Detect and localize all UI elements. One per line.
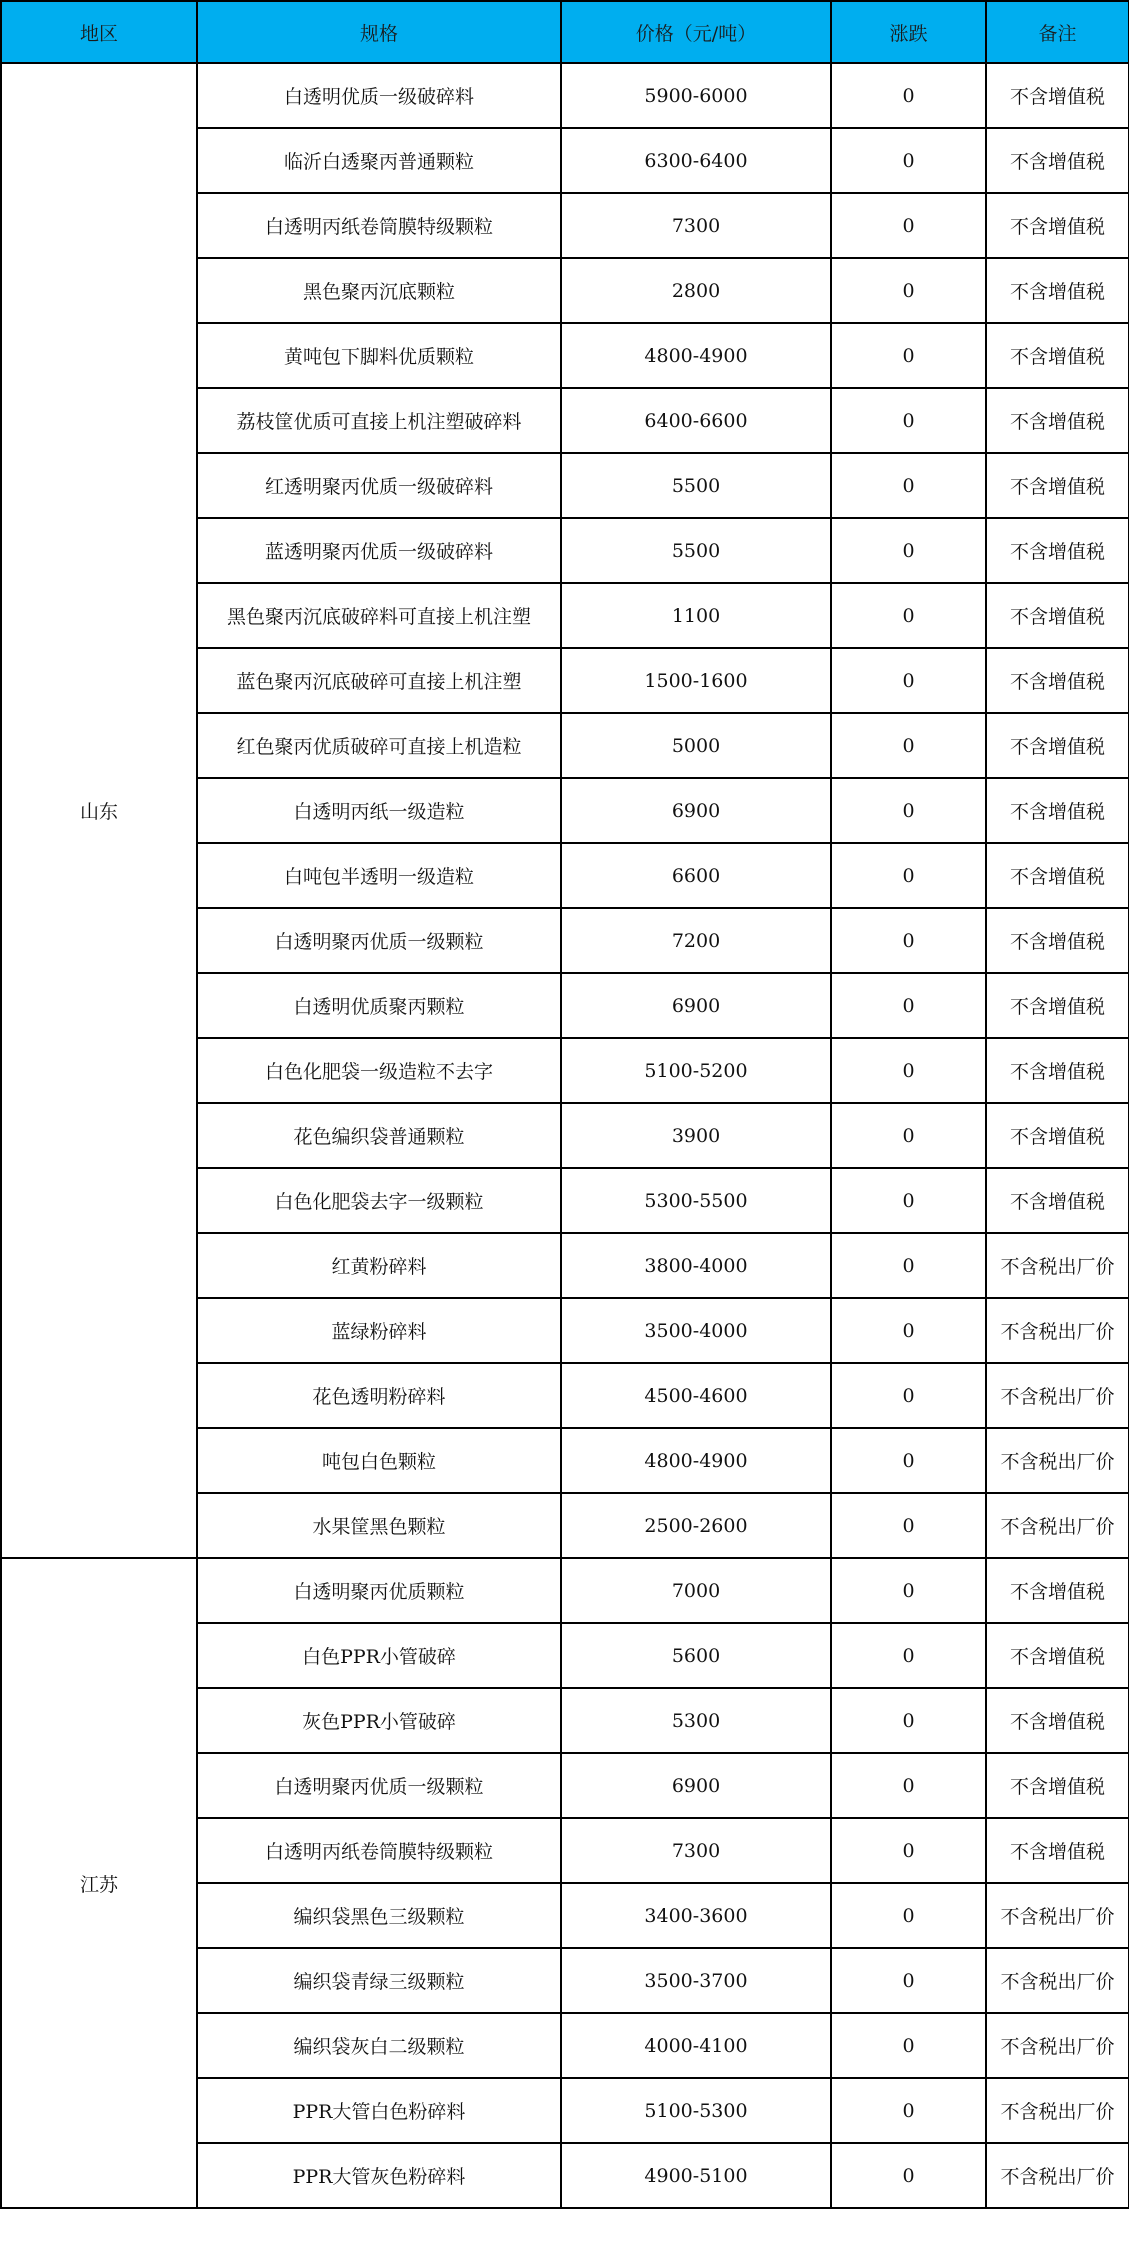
price-cell: 7200 — [561, 908, 831, 973]
note-cell: 不含增值税 — [986, 453, 1129, 518]
change-cell: 0 — [831, 63, 986, 128]
header-region: 地区 — [1, 1, 197, 63]
note-cell: 不含税出厂价 — [986, 2013, 1129, 2078]
header-price: 价格（元/吨） — [561, 1, 831, 63]
header-change: 涨跌 — [831, 1, 986, 63]
note-cell: 不含增值税 — [986, 518, 1129, 583]
price-cell: 3500-4000 — [561, 1298, 831, 1363]
price-cell: 6900 — [561, 973, 831, 1038]
header-row — [1, 1, 1129, 63]
note-cell: 不含增值税 — [986, 1038, 1129, 1103]
change-cell: 0 — [831, 2013, 986, 2078]
spec-cell: 编织袋灰白二级颗粒 — [197, 2013, 561, 2078]
price-cell: 4900-5100 — [561, 2143, 831, 2208]
change-cell: 0 — [831, 778, 986, 843]
change-cell: 0 — [831, 1818, 986, 1883]
spec-cell: 白色化肥袋一级造粒不去字 — [197, 1038, 561, 1103]
note-cell: 不含税出厂价 — [986, 1363, 1129, 1428]
table-row — [1, 1558, 1129, 1623]
note-cell: 不含增值税 — [986, 323, 1129, 388]
spec-cell: 水果筐黑色颗粒 — [197, 1493, 561, 1558]
spec-cell: 白透明聚丙优质一级颗粒 — [197, 908, 561, 973]
change-cell: 0 — [831, 973, 986, 1038]
note-cell: 不含税出厂价 — [986, 2143, 1129, 2208]
price-cell: 6400-6600 — [561, 388, 831, 453]
header-note: 备注 — [986, 1, 1129, 63]
spec-cell: 红黄粉碎料 — [197, 1233, 561, 1298]
price-cell: 4000-4100 — [561, 2013, 831, 2078]
note-cell: 不含增值税 — [986, 63, 1129, 128]
spec-cell: 临沂白透聚丙普通颗粒 — [197, 128, 561, 193]
price-cell: 5500 — [561, 453, 831, 518]
price-cell: 1500-1600 — [561, 648, 831, 713]
note-cell: 不含税出厂价 — [986, 1428, 1129, 1493]
spec-cell: 编织袋黑色三级颗粒 — [197, 1883, 561, 1948]
note-cell: 不含增值税 — [986, 1623, 1129, 1688]
note-cell: 不含增值税 — [986, 713, 1129, 778]
change-cell: 0 — [831, 1688, 986, 1753]
price-cell: 6900 — [561, 778, 831, 843]
spec-cell: 白透明丙纸卷筒膜特级颗粒 — [197, 1818, 561, 1883]
spec-cell: 白透明聚丙优质颗粒 — [197, 1558, 561, 1623]
spec-cell: 红色聚丙优质破碎可直接上机造粒 — [197, 713, 561, 778]
spec-cell: 白透明丙纸卷筒膜特级颗粒 — [197, 193, 561, 258]
note-cell: 不含增值税 — [986, 128, 1129, 193]
change-cell: 0 — [831, 128, 986, 193]
spec-cell: 蓝绿粉碎料 — [197, 1298, 561, 1363]
table-body — [1, 63, 1129, 2208]
price-cell: 5000 — [561, 713, 831, 778]
price-cell: 5300 — [561, 1688, 831, 1753]
change-cell: 0 — [831, 2078, 986, 2143]
price-cell: 5100-5200 — [561, 1038, 831, 1103]
price-cell: 5600 — [561, 1623, 831, 1688]
change-cell: 0 — [831, 713, 986, 778]
region-cell: 江苏 — [1, 1558, 197, 2208]
note-cell: 不含增值税 — [986, 648, 1129, 713]
spec-cell: 白色化肥袋去字一级颗粒 — [197, 1168, 561, 1233]
change-cell: 0 — [831, 1168, 986, 1233]
spec-cell: 白透明优质一级破碎料 — [197, 63, 561, 128]
price-cell: 6900 — [561, 1753, 831, 1818]
spec-cell: 白透明优质聚丙颗粒 — [197, 973, 561, 1038]
spec-cell: PPR大管灰色粉碎料 — [197, 2143, 561, 2208]
change-cell: 0 — [831, 583, 986, 648]
price-cell: 2500-2600 — [561, 1493, 831, 1558]
note-cell: 不含税出厂价 — [986, 1493, 1129, 1558]
spec-cell: 编织袋青绿三级颗粒 — [197, 1948, 561, 2013]
price-cell: 1100 — [561, 583, 831, 648]
price-cell: 6600 — [561, 843, 831, 908]
spec-cell: 吨包白色颗粒 — [197, 1428, 561, 1493]
change-cell: 0 — [831, 258, 986, 323]
spec-cell: 花色透明粉碎料 — [197, 1363, 561, 1428]
change-cell: 0 — [831, 1883, 986, 1948]
spec-cell: 荔枝筐优质可直接上机注塑破碎料 — [197, 388, 561, 453]
spec-cell: 黑色聚丙沉底颗粒 — [197, 258, 561, 323]
note-cell: 不含增值税 — [986, 1818, 1129, 1883]
change-cell: 0 — [831, 1363, 986, 1428]
change-cell: 0 — [831, 1948, 986, 2013]
price-cell: 5100-5300 — [561, 2078, 831, 2143]
change-cell: 0 — [831, 1103, 986, 1168]
spec-cell: 黄吨包下脚料优质颗粒 — [197, 323, 561, 388]
price-cell: 3400-3600 — [561, 1883, 831, 1948]
table-header — [1, 1, 1129, 63]
spec-cell: PPR大管白色粉碎料 — [197, 2078, 561, 2143]
note-cell: 不含增值税 — [986, 973, 1129, 1038]
change-cell: 0 — [831, 843, 986, 908]
note-cell: 不含税出厂价 — [986, 1948, 1129, 2013]
spec-cell: 白色PPR小管破碎 — [197, 1623, 561, 1688]
spec-cell: 黑色聚丙沉底破碎料可直接上机注塑 — [197, 583, 561, 648]
change-cell: 0 — [831, 2143, 986, 2208]
spec-cell: 花色编织袋普通颗粒 — [197, 1103, 561, 1168]
change-cell: 0 — [831, 1428, 986, 1493]
note-cell: 不含增值税 — [986, 193, 1129, 258]
note-cell: 不含税出厂价 — [986, 1883, 1129, 1948]
change-cell: 0 — [831, 1558, 986, 1623]
price-cell: 2800 — [561, 258, 831, 323]
change-cell: 0 — [831, 1753, 986, 1818]
region-cell: 山东 — [1, 63, 197, 1558]
table-row — [1, 63, 1129, 128]
note-cell: 不含增值税 — [986, 1103, 1129, 1168]
note-cell: 不含增值税 — [986, 1753, 1129, 1818]
header-spec: 规格 — [197, 1, 561, 63]
price-cell: 4800-4900 — [561, 323, 831, 388]
spec-cell: 蓝色聚丙沉底破碎可直接上机注塑 — [197, 648, 561, 713]
price-cell: 3800-4000 — [561, 1233, 831, 1298]
price-cell: 7300 — [561, 1818, 831, 1883]
note-cell: 不含增值税 — [986, 843, 1129, 908]
note-cell: 不含增值税 — [986, 388, 1129, 453]
note-cell: 不含增值税 — [986, 908, 1129, 973]
change-cell: 0 — [831, 518, 986, 583]
price-cell: 7000 — [561, 1558, 831, 1623]
spec-cell: 蓝透明聚丙优质一级破碎料 — [197, 518, 561, 583]
change-cell: 0 — [831, 388, 986, 453]
note-cell: 不含增值税 — [986, 1688, 1129, 1753]
price-cell: 5500 — [561, 518, 831, 583]
spec-cell: 白吨包半透明一级造粒 — [197, 843, 561, 908]
change-cell: 0 — [831, 1623, 986, 1688]
price-cell: 3900 — [561, 1103, 831, 1168]
spec-cell: 白透明丙纸一级造粒 — [197, 778, 561, 843]
note-cell: 不含税出厂价 — [986, 1298, 1129, 1363]
price-cell: 4500-4600 — [561, 1363, 831, 1428]
price-cell: 6300-6400 — [561, 128, 831, 193]
change-cell: 0 — [831, 1298, 986, 1363]
price-cell: 3500-3700 — [561, 1948, 831, 2013]
spec-cell: 红透明聚丙优质一级破碎料 — [197, 453, 561, 518]
change-cell: 0 — [831, 1233, 986, 1298]
change-cell: 0 — [831, 1493, 986, 1558]
note-cell: 不含增值税 — [986, 1168, 1129, 1233]
price-cell: 5300-5500 — [561, 1168, 831, 1233]
spec-cell: 白透明聚丙优质一级颗粒 — [197, 1753, 561, 1818]
change-cell: 0 — [831, 648, 986, 713]
change-cell: 0 — [831, 453, 986, 518]
change-cell: 0 — [831, 323, 986, 388]
note-cell: 不含税出厂价 — [986, 2078, 1129, 2143]
price-cell: 7300 — [561, 193, 831, 258]
note-cell: 不含增值税 — [986, 583, 1129, 648]
note-cell: 不含增值税 — [986, 1558, 1129, 1623]
note-cell: 不含增值税 — [986, 778, 1129, 843]
price-cell: 5900-6000 — [561, 63, 831, 128]
change-cell: 0 — [831, 908, 986, 973]
price-cell: 4800-4900 — [561, 1428, 831, 1493]
change-cell: 0 — [831, 193, 986, 258]
note-cell: 不含税出厂价 — [986, 1233, 1129, 1298]
spec-cell: 灰色PPR小管破碎 — [197, 1688, 561, 1753]
change-cell: 0 — [831, 1038, 986, 1103]
note-cell: 不含增值税 — [986, 258, 1129, 323]
